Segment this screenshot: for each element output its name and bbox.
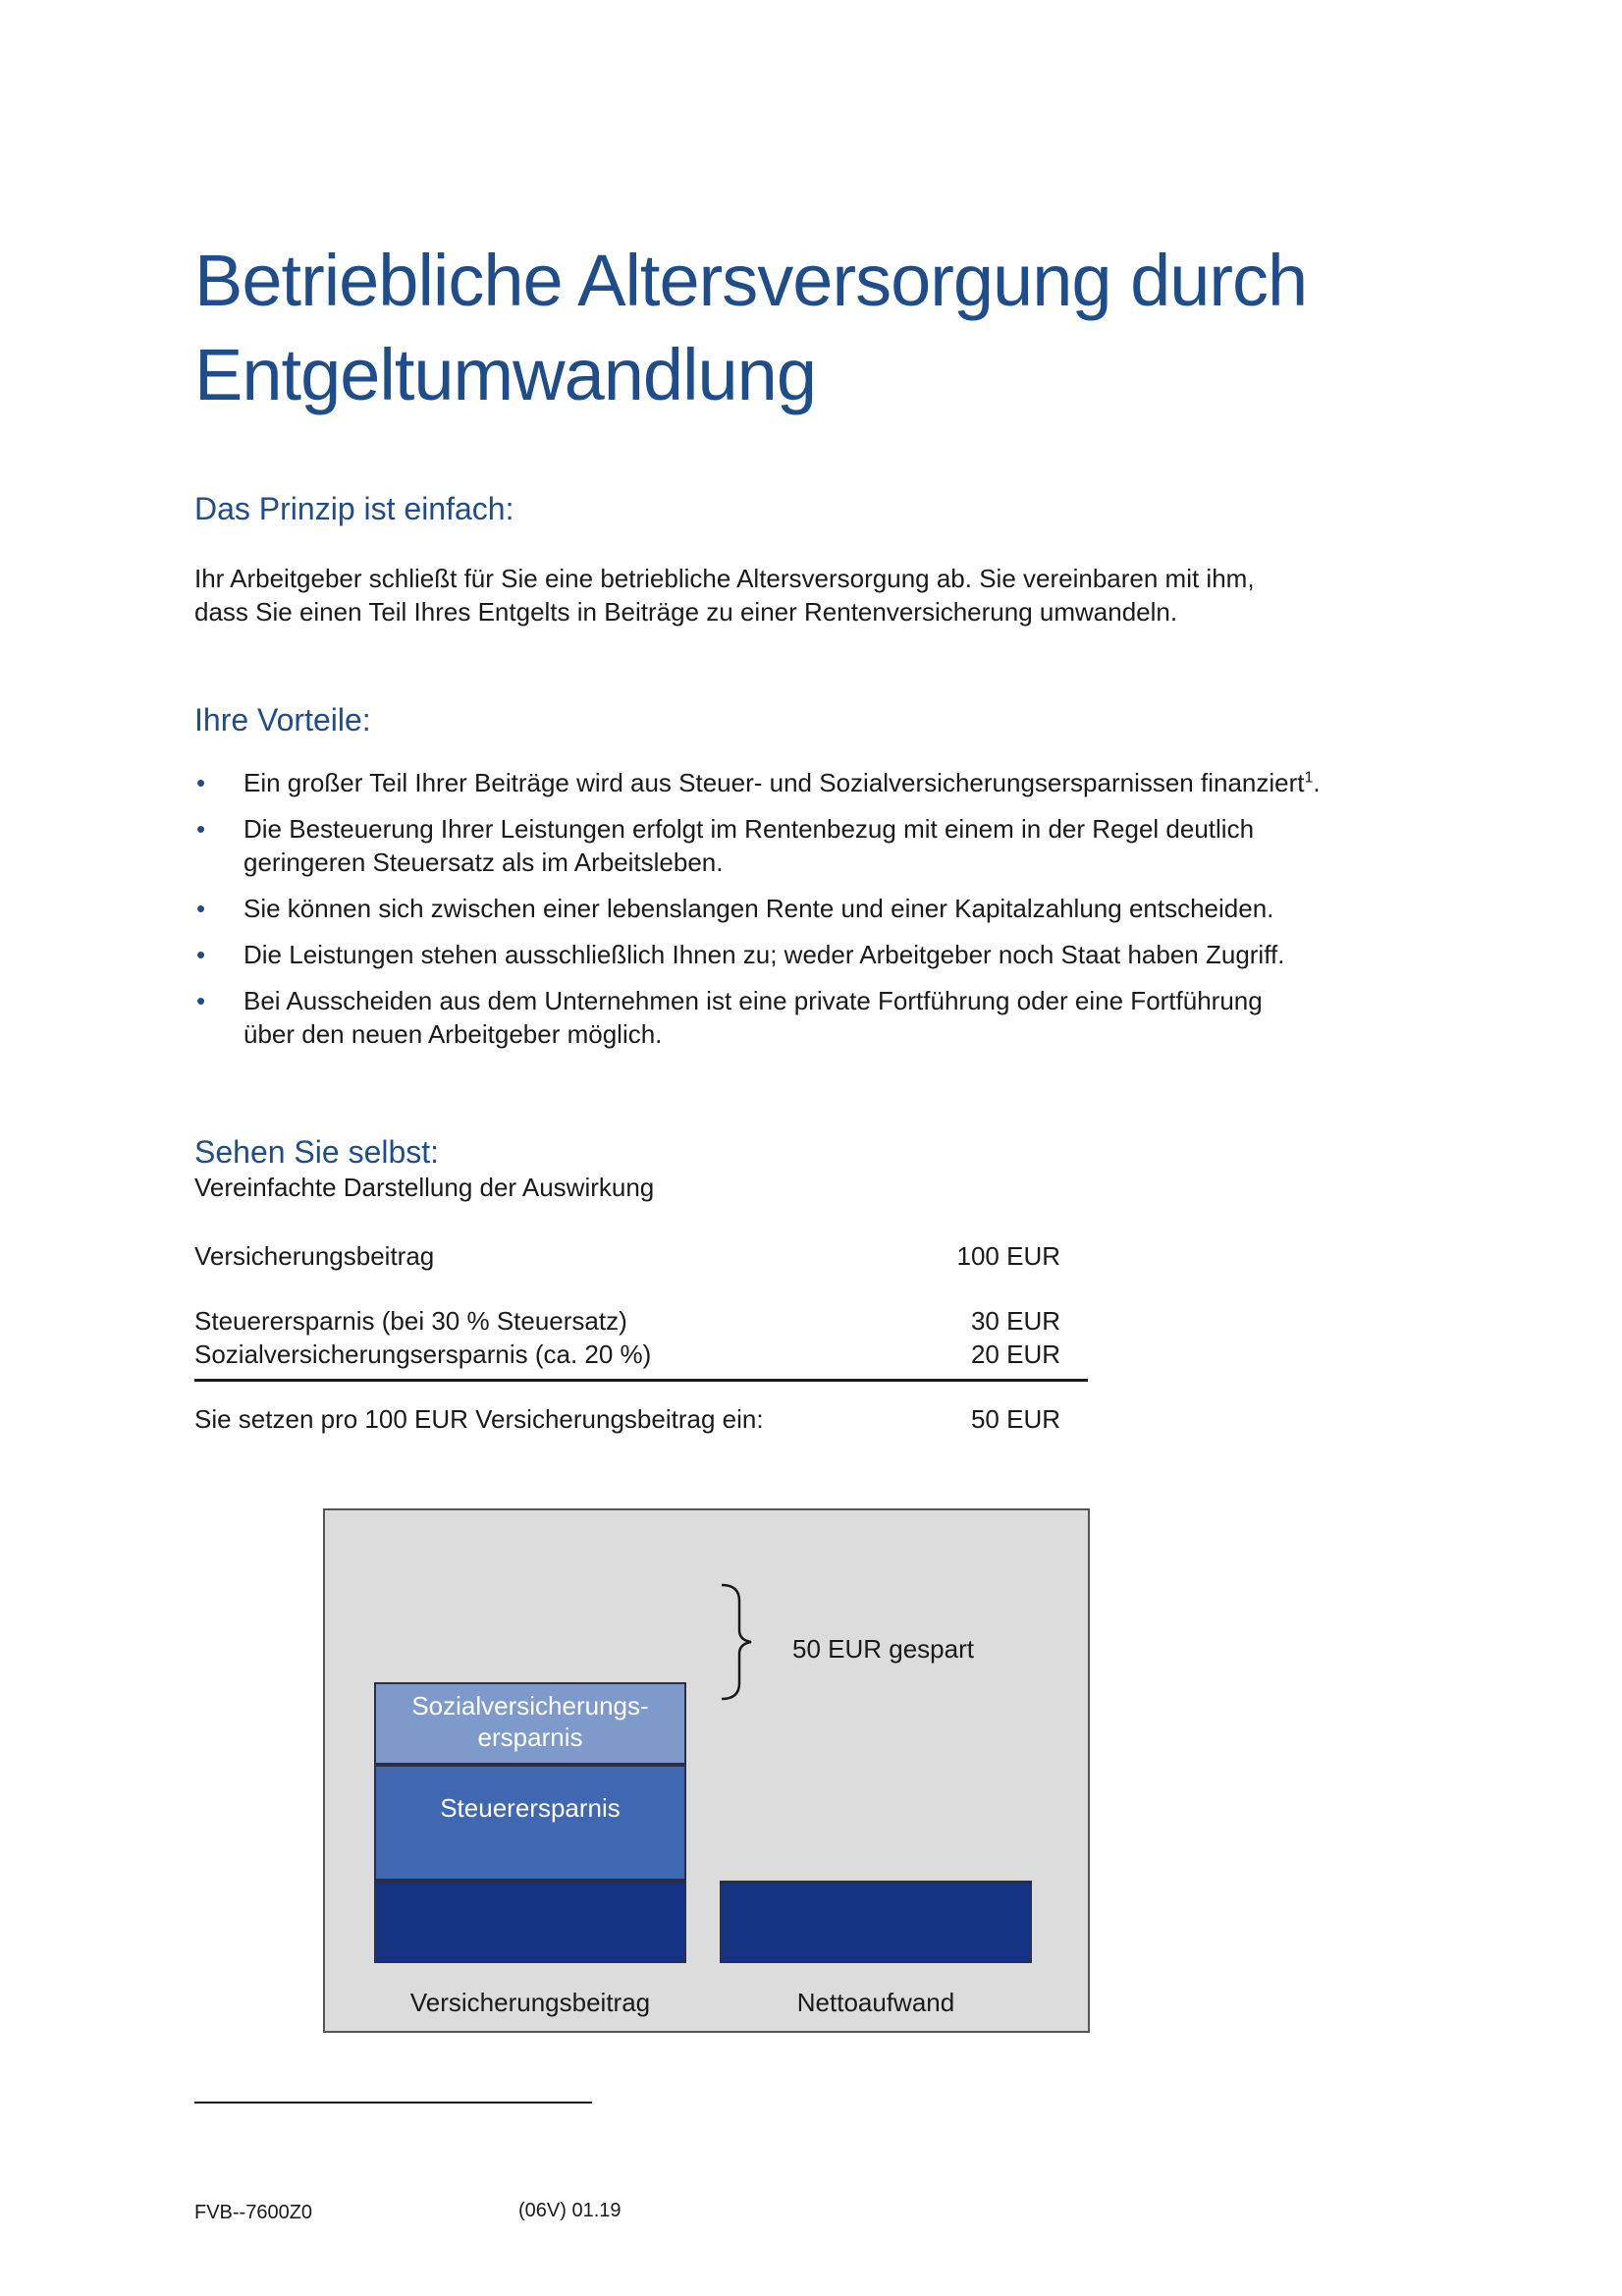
advantage-text: über den neuen Arbeitgeber möglich. <box>243 1019 663 1049</box>
segment-label: Steuerersparnis <box>440 1792 621 1823</box>
advantage-item <box>194 812 1324 879</box>
brace-icon <box>718 1583 777 1701</box>
principle-heading: Das Prinzip ist einfach: <box>194 491 514 526</box>
calc-label: Steuerersparnis (bei 30 % Steuersatz) <box>194 1306 627 1336</box>
footnote-divider <box>194 2102 592 2104</box>
advantage-text: Bei Ausscheiden aus dem Unternehmen ist eine private Fortführung oder eine Fortführung <box>243 986 1263 1015</box>
principle-paragraph <box>194 562 1373 629</box>
advantage-item <box>194 892 1324 925</box>
calc-label: Sozialversicherungsersparnis (ca. 20 %) <box>194 1339 652 1369</box>
calc-value: 20 EUR <box>970 1339 1060 1369</box>
advantage-text: geringeren Steuersatz als im Arbeitsleben. <box>243 847 724 877</box>
bullet-icon: • <box>196 940 206 969</box>
advantages-list <box>194 766 1324 1064</box>
example-subheading: Vereinfachte Darstellung der Auswirkung <box>194 1173 655 1202</box>
calc-value: 50 EUR <box>970 1404 1060 1434</box>
segment-label: Sozialversicherungs- <box>411 1690 649 1721</box>
bar-segment-net-cost <box>720 1881 1032 1963</box>
principle-line-1: Ihr Arbeitgeber schließt für Sie eine betriebliche Altersversorgung ab. Sie vereinbaren mit ihm, <box>194 564 1255 593</box>
bullet-icon: • <box>196 814 206 844</box>
title-line-1: Betriebliche Altersversorgung durch <box>194 240 1308 321</box>
x-axis-label: Versicherungsbeitrag <box>409 1988 651 2017</box>
advantages-heading: Ihre Vorteile: <box>194 702 371 738</box>
bar-segment-tax-saving <box>374 1765 686 1881</box>
bar-segment-social-saving <box>374 1682 686 1765</box>
bullet-icon: • <box>196 894 206 923</box>
calc-label: Sie setzen pro 100 EUR Versicherungsbeitrag ein: <box>194 1404 764 1434</box>
document-version: (06V) 01.19 <box>518 2200 622 2221</box>
advantage-text: Die Besteuerung Ihrer Leistungen erfolgt im Rentenbezug mit einem in der Regel deutlich <box>243 814 1255 844</box>
advantage-text: Die Leistungen stehen ausschließlich Ihnen zu; weder Arbeitgeber noch Staat haben Zugriff. <box>243 940 1285 969</box>
principle-line-2: dass Sie einen Teil Ihres Entgelts in Beiträge zu einer Rentenversicherung umwandeln. <box>194 597 1178 627</box>
footnote-marker: 1 <box>1304 769 1314 787</box>
title-line-2: Entgeltumwandlung <box>194 334 816 415</box>
sum-divider <box>194 1379 1088 1382</box>
bullet-icon: • <box>196 986 206 1015</box>
savings-annotation: 50 EUR gespart <box>792 1634 974 1664</box>
advantage-item <box>194 984 1324 1051</box>
advantage-item <box>194 766 1324 799</box>
savings-chart <box>323 1508 1090 2033</box>
bar-segment-contribution-base <box>374 1881 686 1963</box>
document-code: FVB--7600Z0 <box>194 2202 313 2223</box>
page-title <box>194 234 1471 422</box>
x-axis-label: Nettoaufwand <box>796 1988 955 2017</box>
advantage-text: Ein großer Teil Ihrer Beiträge wird aus Steuer- und Sozialversicherungsersparnissen finanziert$^1$. <box>243 768 1321 797</box>
calc-label: Versicherungsbeitrag <box>194 1241 435 1271</box>
example-heading: Sehen Sie selbst: <box>194 1134 440 1170</box>
advantage-text: Sie können sich zwischen einer lebenslangen Rente und einer Kapitalzahlung entscheiden. <box>243 894 1274 923</box>
calc-value: 100 EUR <box>956 1241 1060 1271</box>
calc-value: 30 EUR <box>970 1306 1060 1336</box>
segment-label: ersparnis <box>477 1722 583 1752</box>
advantage-item <box>194 938 1324 971</box>
bullet-icon: • <box>196 768 206 797</box>
